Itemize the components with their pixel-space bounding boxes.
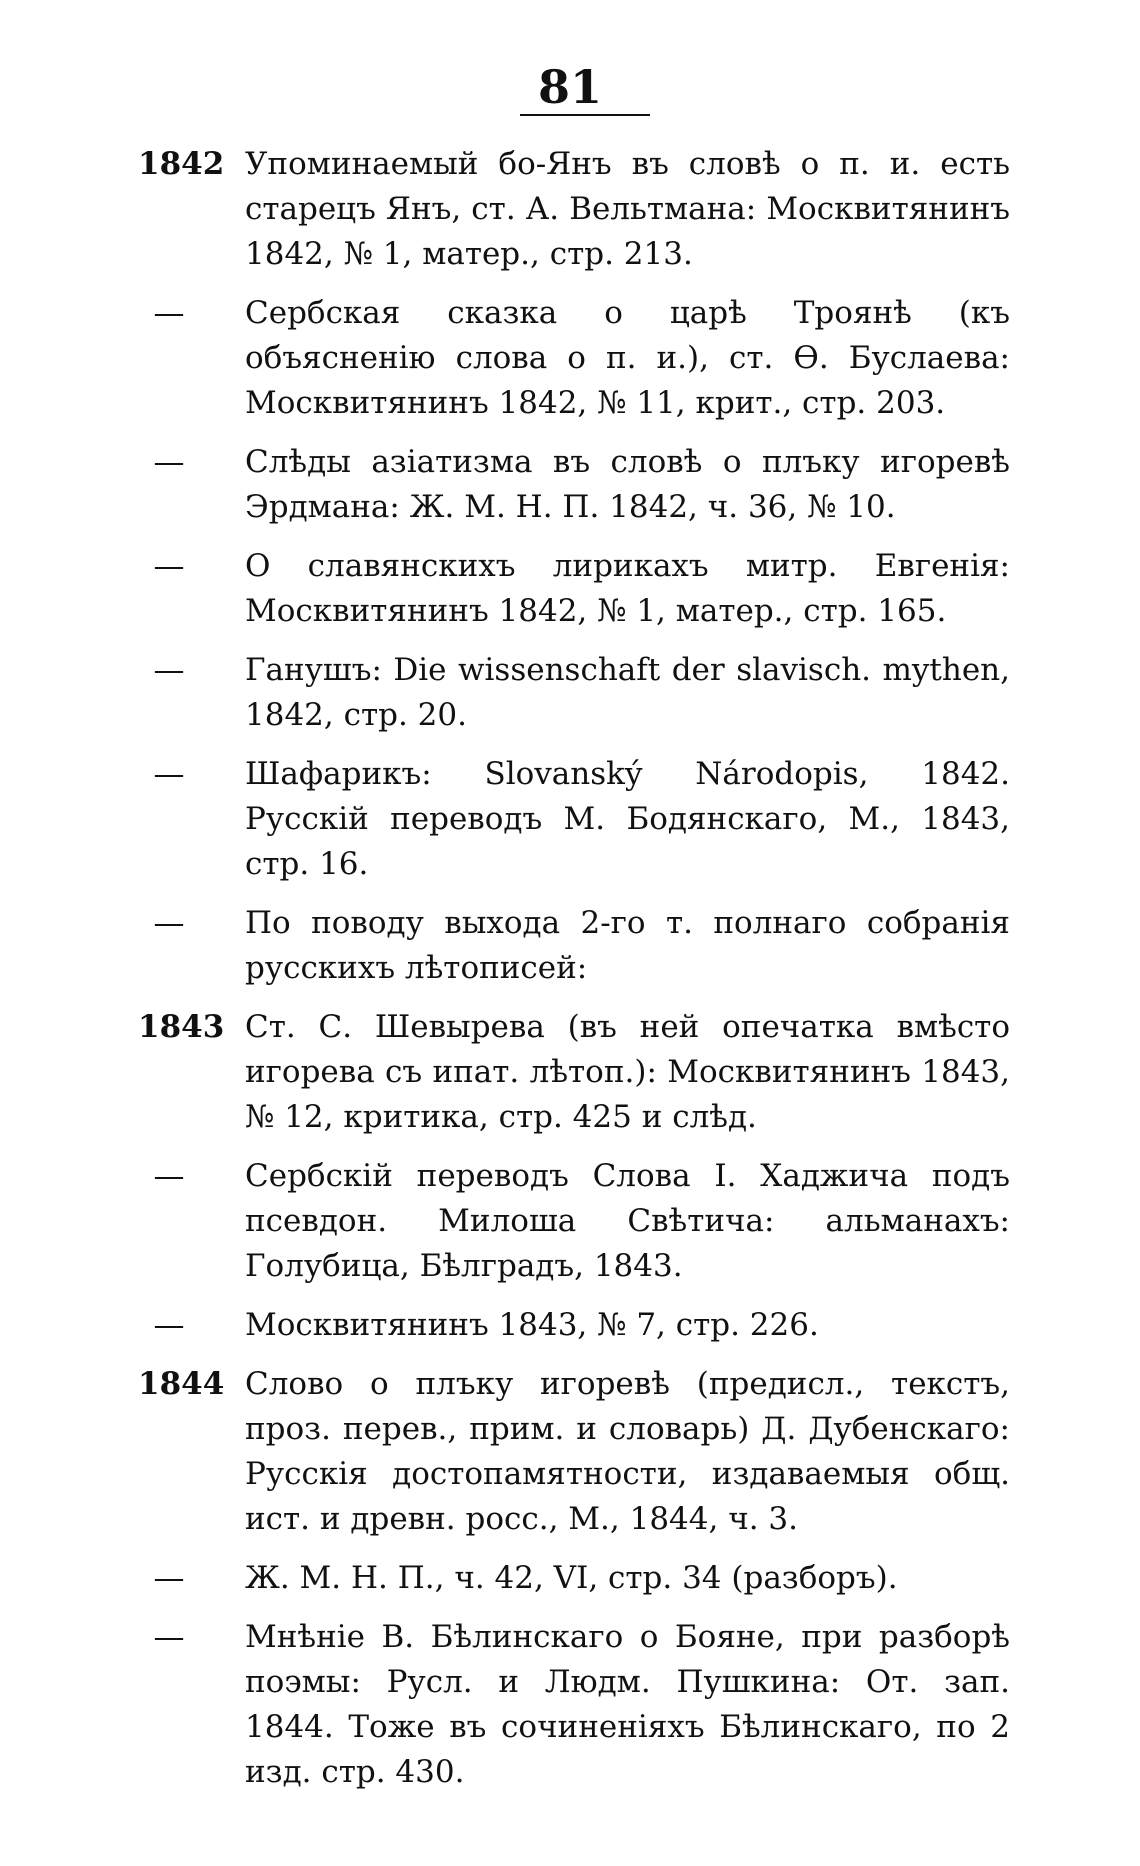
bibliography-list: [138, 142, 1010, 1809]
entry-text: Москвитянинъ 1843, № 7, стр. 226.: [245, 1307, 819, 1343]
entry-text: Слово о плъку игоревѣ (предисл., текстъ, проз. перев., прим. и словарь) Д. Дубенскаго: Русскія достопамятности, издаваемыя общ. ист. и древн. росс., М., 1844, ч. 3.: [245, 1366, 1010, 1537]
bibliography-entry: [138, 901, 1010, 991]
entry-dash: —: [153, 905, 185, 941]
bibliography-entry: [138, 1615, 1010, 1795]
entry-year: 1842: [138, 146, 225, 182]
entry-dash: —: [153, 1158, 185, 1194]
page-number: 81: [537, 60, 602, 114]
entry-dash: —: [153, 548, 185, 584]
page-number-rule: [520, 114, 650, 116]
bibliography-entry: [138, 752, 1010, 887]
entry-text: Ганушъ: Die wissenschaft der slavisch. mythen, 1842, стр. 20.: [245, 652, 1010, 733]
bibliography-entry: [138, 544, 1010, 634]
entry-text: По поводу выхода 2-го т. полнаго собранія русскихъ лѣтописей:: [245, 905, 1010, 986]
entry-year: 1843: [138, 1009, 225, 1045]
bibliography-entry: [138, 1154, 1010, 1289]
entry-text: Ст. С. Шевырева (въ ней опечатка вмѣсто игорева съ ипат. лѣтоп.): Москвитянинъ 1843, № 12, критика, стр. 425 и слѣд.: [245, 1009, 1010, 1135]
bibliography-entry: [138, 1303, 1010, 1348]
entry-text: Мнѣніе В. Бѣлинскаго о Бояне, при разборѣ поэмы: Русл. и Людм. Пушкина: От. зап. 1844. Тоже въ сочиненіяхъ Бѣлинскаго, по 2 изд. стр. 430.: [245, 1619, 1010, 1790]
bibliography-entry: [138, 142, 1010, 277]
entry-dash: —: [153, 444, 185, 480]
entry-dash: —: [153, 1307, 185, 1343]
entry-text: О славянскихъ лирикахъ митр. Евгенія: Москвитянинъ 1842, № 1, матер., стр. 165.: [245, 548, 1010, 629]
entry-dash: —: [153, 295, 185, 331]
entry-text: Шафарикъ: Slovanský Národopis, 1842. Русскій переводъ М. Бодянскаго, М., 1843, стр. 16.: [245, 756, 1010, 882]
entry-dash: —: [153, 1619, 185, 1655]
entry-text: Ж. М. Н. П., ч. 42, VI, стр. 34 (разборъ).: [245, 1560, 898, 1596]
bibliography-entry: [138, 648, 1010, 738]
entry-dash: —: [153, 652, 185, 688]
bibliography-entry: [138, 1556, 1010, 1601]
entry-year: 1844: [138, 1366, 225, 1402]
bibliography-entry: [138, 440, 1010, 530]
entry-text: Слѣды азіатизма въ словѣ о плъку игоревѣ Эрдмана: Ж. М. Н. П. 1842, ч. 36, № 10.: [245, 444, 1010, 525]
bibliography-entry: [138, 1005, 1010, 1140]
bibliography-entry: [138, 1362, 1010, 1542]
entry-text: Сербскій переводъ Слова I. Хаджича подъ псевдон. Милоша Свѣтича: альманахъ: Голубица, Бѣлградъ, 1843.: [245, 1158, 1010, 1284]
bibliography-entry: [138, 291, 1010, 426]
entry-dash: —: [153, 756, 185, 792]
entry-text: Сербская сказка о царѣ Троянѣ (къ объясненію слова о п. и.), ст. Ѳ. Буслаева: Москвитянинъ 1842, № 11, крит., стр. 203.: [245, 295, 1010, 421]
entry-text: Упоминаемый бо-Янъ въ словѣ о п. и. есть старецъ Янъ, ст. А. Вельтмана: Москвитянинъ 1842, № 1, матер., стр. 213.: [245, 146, 1010, 272]
entry-dash: —: [153, 1560, 185, 1596]
